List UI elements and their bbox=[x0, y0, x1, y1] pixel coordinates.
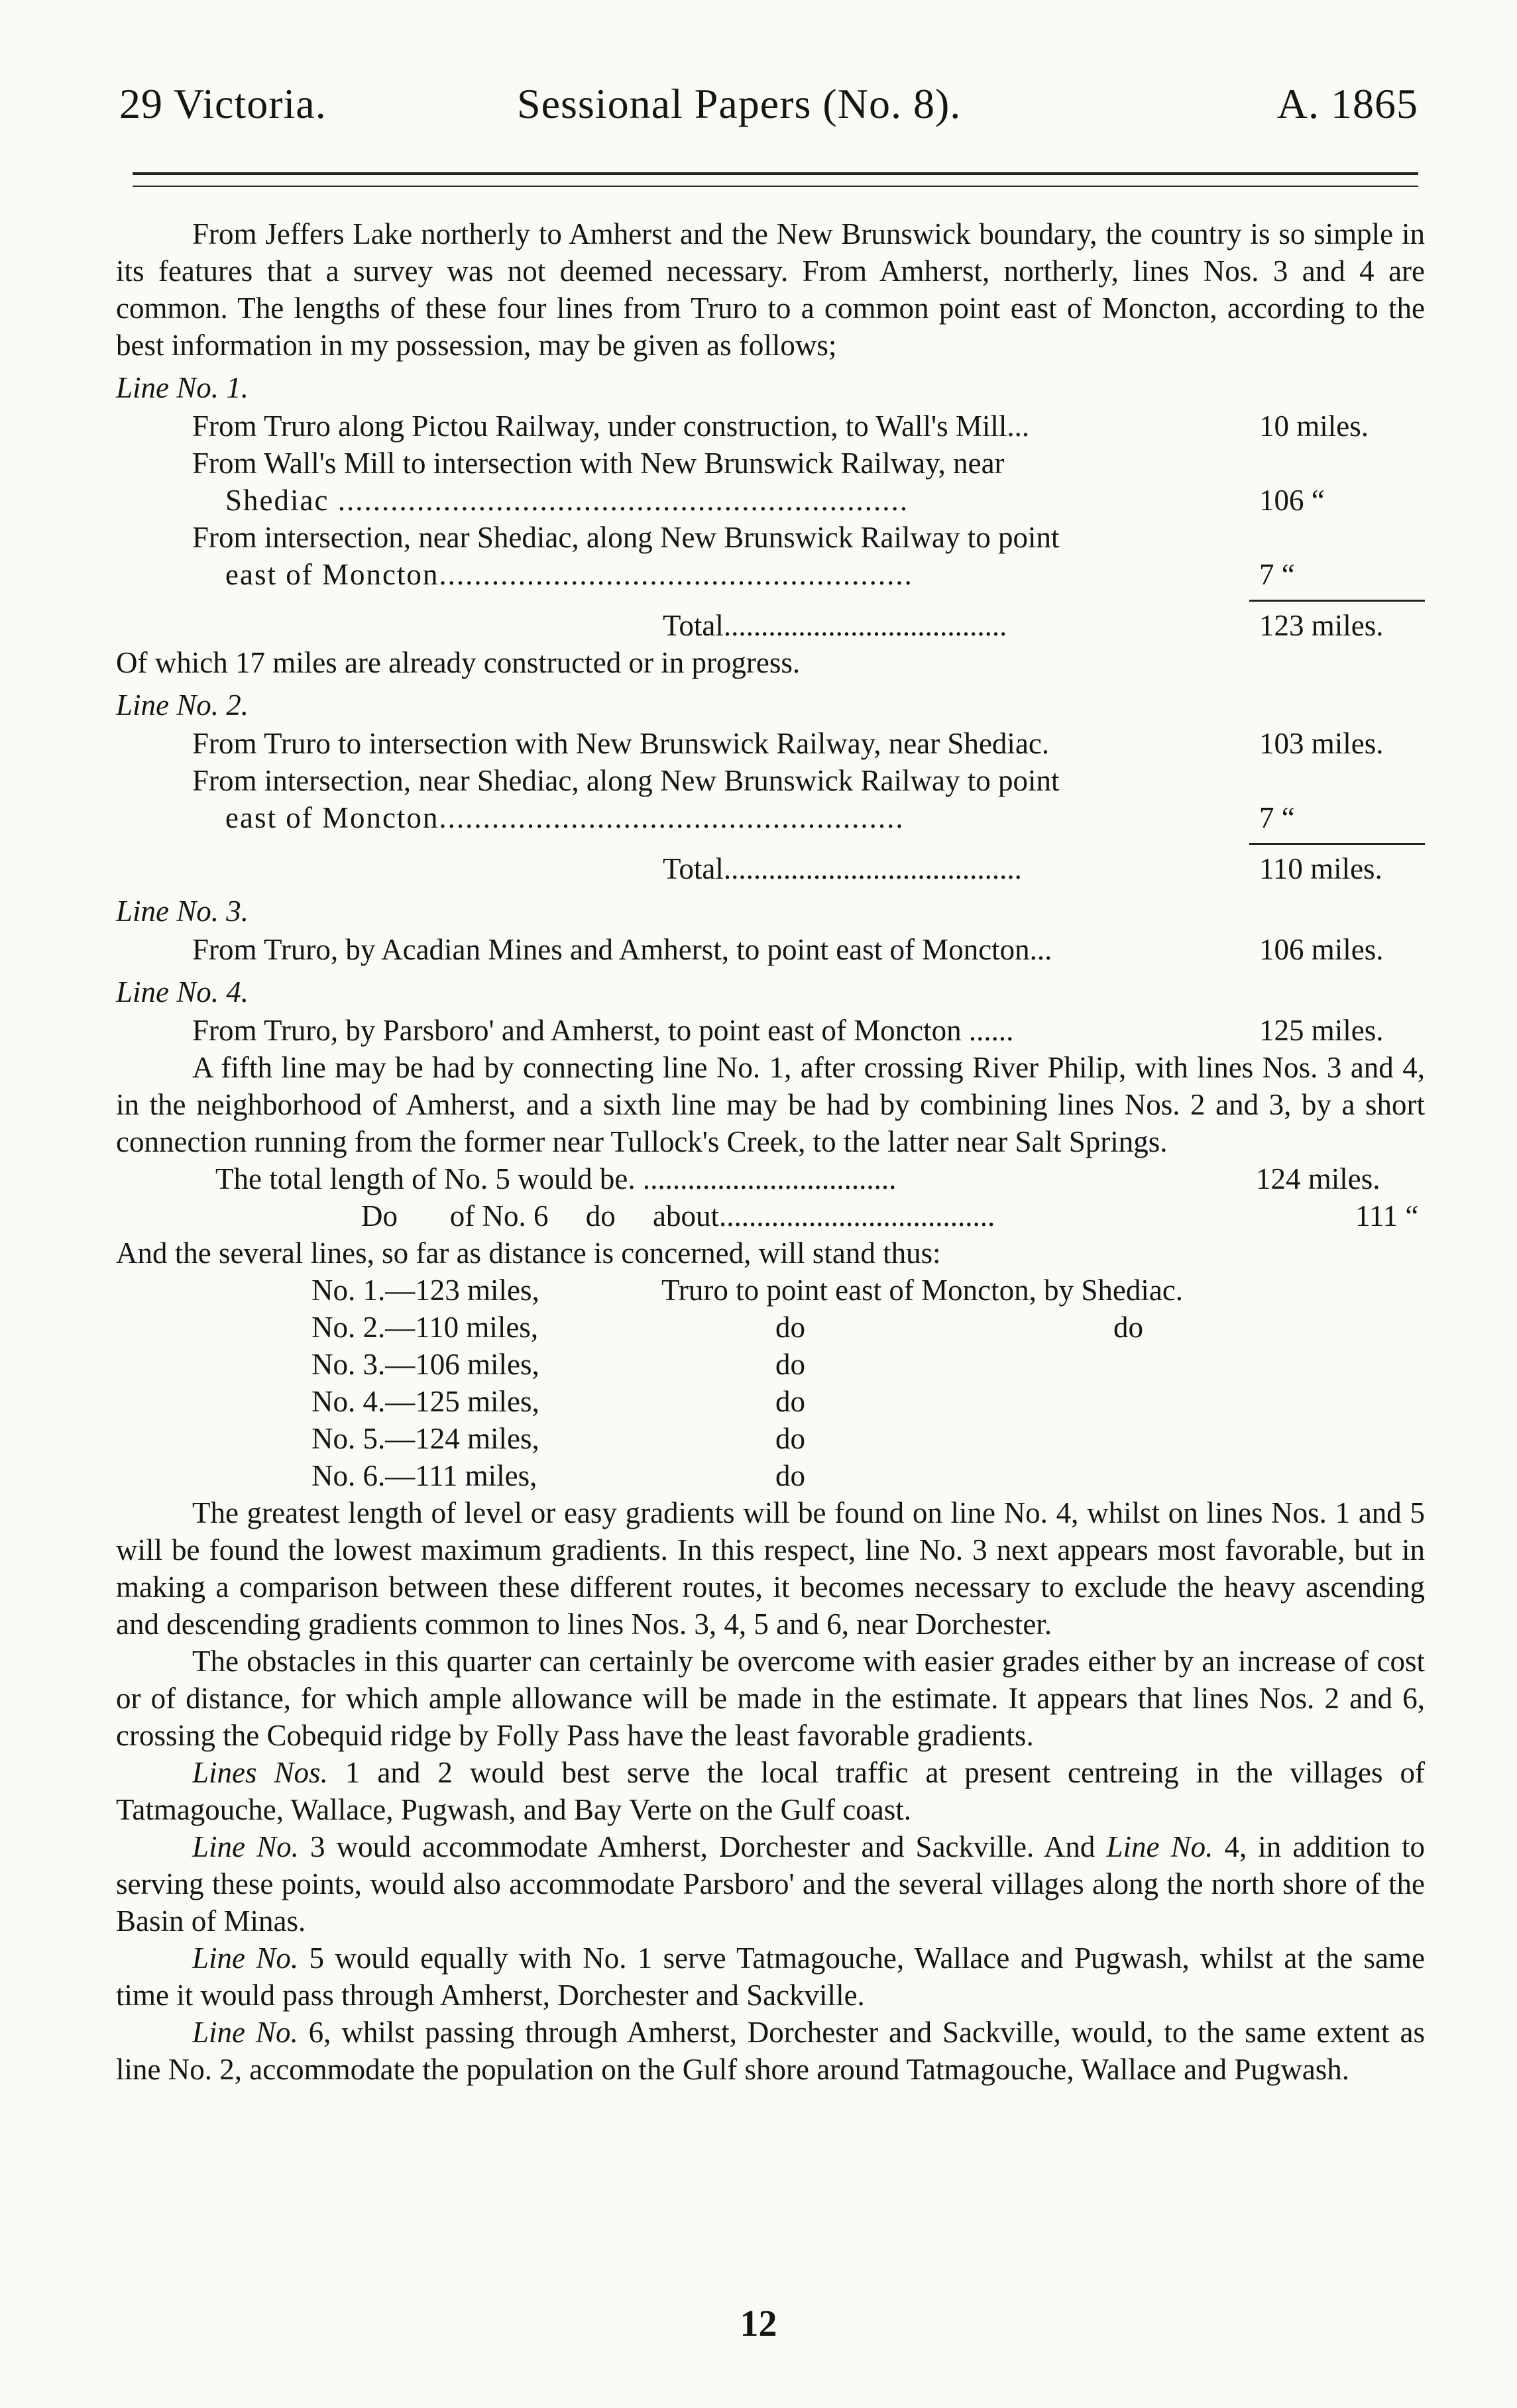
row-miles: 125 miles. bbox=[1259, 1014, 1384, 1047]
header-volume: 29 Victoria. bbox=[119, 80, 327, 127]
gradients-paragraph: The greatest length of level or easy gradients will be found on line No. 4, whilst on lines Nos. 1 and 5 will be found the lowest maximum gradients. In this respect, line No. 3 next appears most favorable, but in making a comparison between these different routes, it becomes necessary to exclude the heavy ascending and descending gradients common to lines Nos. 3, 4, 5 and 6, near Dorchester. bbox=[116, 1496, 1425, 1641]
line-2-heading: Line No. 2. bbox=[116, 688, 249, 722]
row-text-a: From intersection, near Shediac, along New Brunswick Railway to point bbox=[192, 521, 1060, 554]
alt-text: The total length of No. 5 would be. .................................. bbox=[215, 1162, 897, 1195]
header-year: A. 1865 bbox=[1276, 80, 1418, 127]
row-miles: 106 miles. bbox=[1259, 933, 1384, 966]
row-miles: 7 “ bbox=[1259, 801, 1295, 834]
alt-miles: 124 miles. bbox=[1256, 1162, 1380, 1195]
row-text: From Truro along Pictou Railway, under construction, to Wall's Mill... bbox=[192, 410, 1030, 443]
lines-3-4-paragraph: Line No. 3 would accommodate Amherst, Dorchester and Sackville. And Line No. 4, in addition to serving these points, would also accommodate Parsboro' and the several villages along the north shore of the Basin of Minas. bbox=[116, 1830, 1425, 1938]
fifth-sixth-paragraph: A fifth line may be had by connecting line No. 1, after crossing River Philip, with lines Nos. 3 and 4, in the neighborhood of Amherst, and a sixth line may be had by combining lines Nos. 2 and 3, by a short connection running from the former near Tullock's Creek, to the latter near Salt Springs. bbox=[116, 1051, 1425, 1158]
total-miles: 110 miles. bbox=[1259, 852, 1382, 885]
line-1-note: Of which 17 miles are already constructed or in progress. bbox=[116, 646, 801, 679]
summary-row: No. 1.—123 miles, Truro to point east of Moncton, by Shediac. bbox=[311, 1274, 1184, 1307]
row-text-b: east of Moncton...................................................... bbox=[225, 558, 913, 591]
summary-list bbox=[116, 1272, 1425, 1494]
intro-paragraph: From Jeffers Lake northerly to Amherst and the New Brunswick boundary, the country is so simple in its features that a survey was not deemed necessary. From Amherst, northerly, lines Nos. 3 and 4 are common. The lengths of these four lines from Truro to a common point east of Moncton, according to the best information in my possession, may be given as follows; bbox=[116, 217, 1425, 362]
line-4-heading: Line No. 4. bbox=[116, 975, 249, 1009]
header-rule-thin bbox=[133, 186, 1418, 187]
lines-label: Lines Nos. bbox=[192, 1756, 328, 1789]
summary-row: No. 5.—124 miles, do bbox=[311, 1422, 805, 1455]
page-number: 12 bbox=[740, 2303, 777, 2344]
line-3-label: Line No. bbox=[192, 1830, 299, 1863]
row-text: From Truro, by Acadian Mines and Amherst, to point east of Moncton... bbox=[192, 933, 1052, 966]
header-rule-thick bbox=[133, 172, 1418, 175]
line-4-row-1 bbox=[116, 1012, 1425, 1049]
alt-line-5 bbox=[116, 1160, 1425, 1197]
line-4-label: Line No. bbox=[1106, 1830, 1213, 1863]
total-miles: 123 miles. bbox=[1259, 609, 1384, 642]
line-2-total bbox=[116, 850, 1425, 887]
alt-text: Do of No. 6 do about..................................... bbox=[361, 1199, 995, 1232]
row-text-a: From Wall's Mill to intersection with New Brunswick Railway, near bbox=[192, 447, 1005, 480]
line-6-label: Line No. bbox=[192, 2016, 298, 2049]
running-header bbox=[119, 80, 1418, 152]
lines-1-2-paragraph: Lines Nos. 1 and 2 would best serve the local traffic at present centreing in the villages of Tatmagouche, Wallace, Pugwash, and Bay Verte on the Gulf coast. bbox=[116, 1756, 1425, 1826]
total-label: Total........................................ bbox=[663, 852, 1022, 885]
line-1-heading: Line No. 1. bbox=[116, 371, 249, 404]
row-miles: 103 miles. bbox=[1259, 727, 1384, 760]
summary-row: No. 6.—111 miles, do bbox=[311, 1459, 805, 1492]
summary-row: No. 4.—125 miles, do bbox=[311, 1385, 805, 1418]
row-text-b: east of Moncton..................................................... bbox=[225, 801, 905, 834]
line-3-row-1 bbox=[116, 931, 1425, 968]
line-2-row-1 bbox=[116, 725, 1425, 762]
obstacles-paragraph: The obstacles in this quarter can certainly be overcome with easier grades either by an increase of cost or of distance, for which ample allowance will be made in the estimate. It appears that lines Nos. 2 and 6, crossing the Cobequid ridge by Folly Pass have the least favorable gradients. bbox=[116, 1645, 1425, 1752]
row-miles: 7 “ bbox=[1259, 558, 1295, 591]
summary-row: No. 3.—106 miles, do bbox=[311, 1348, 805, 1381]
sum-rule bbox=[1249, 843, 1425, 845]
row-miles: 10 miles. bbox=[1259, 410, 1369, 443]
line-1-row-2 bbox=[116, 445, 1425, 519]
body-text bbox=[116, 215, 1425, 2088]
line-2-row-2 bbox=[116, 762, 1425, 836]
summary-row: No. 2.—110 miles, do do bbox=[311, 1311, 1143, 1344]
row-text-b: Shediac ................................................................. bbox=[225, 484, 909, 517]
stand-intro: And the several lines, so far as distance is concerned, will stand thus: bbox=[116, 1236, 941, 1270]
line-5-paragraph: Line No. 5 would equally with No. 1 serve Tatmagouche, Wallace and Pugwash, whilst at the same time it would pass through Amherst, Dorchester and Sackville. bbox=[116, 1942, 1425, 2012]
total-label: Total...................................... bbox=[663, 609, 1007, 642]
alt-line-6 bbox=[116, 1197, 1425, 1234]
line-3-heading: Line No. 3. bbox=[116, 895, 249, 928]
line-1-total bbox=[116, 607, 1425, 644]
line-1-row-1 bbox=[116, 408, 1425, 445]
sum-rule bbox=[1249, 600, 1425, 602]
row-text-a: From intersection, near Shediac, along New Brunswick Railway to point bbox=[192, 764, 1060, 797]
row-text: From Truro, by Parsboro' and Amherst, to point east of Moncton ...... bbox=[192, 1014, 1014, 1047]
header-title: Sessional Papers (No. 8). bbox=[517, 80, 962, 127]
alt-miles: 111 “ bbox=[1355, 1199, 1419, 1232]
line-1-row-3 bbox=[116, 519, 1425, 593]
line-5-label: Line No. bbox=[192, 1942, 299, 1975]
line-6-paragraph: Line No. 6, whilst passing through Amherst, Dorchester and Sackville, would, to the same extent as line No. 2, accommodate the population on the Gulf shore around Tatmagouche, Wallace and Pugwash. bbox=[116, 2016, 1425, 2086]
row-miles: 106 “ bbox=[1259, 484, 1325, 517]
row-text: From Truro to intersection with New Brunswick Railway, near Shediac. bbox=[192, 727, 1050, 760]
